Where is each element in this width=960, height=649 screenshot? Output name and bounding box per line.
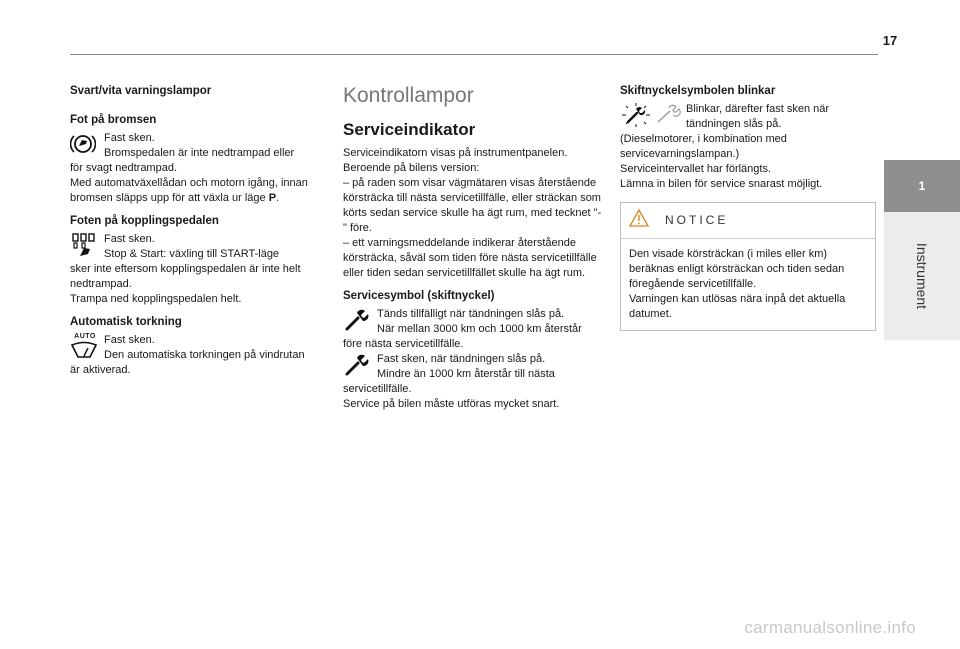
intro-2: Beroende på bilens version: [343,162,480,174]
watermark: carmanualsonline.info [744,618,916,637]
notice-label: NOTICE [665,213,729,227]
gear-p: P [268,192,277,204]
chapter-tab-label[interactable] [884,212,960,340]
wrench-icon [343,307,377,333]
clutch-warning [70,214,328,307]
auto-wiper-icon [70,333,104,359]
flash-line-1: Blinkar, därefter fast sken när [686,103,830,115]
brake-text-a: för svagt nedtrampad. [70,162,178,174]
flash-text-c: Lämna in bilen för service snarast möjligt. [620,178,823,190]
intro-1: Serviceindikatorn visas på instrumentpanelen. [343,147,568,159]
notice-text-2: Varningen kan utlösas nära inpå det aktuella datumet. [629,293,846,320]
wrench1-text: före nästa servicetillfälle. [343,338,464,350]
section-heading: Svart/vita varningslampor [70,85,212,97]
flashing-wrench-title: Skiftnyckelsymbolen blinkar [620,85,776,97]
wiper-line-2: Den automatiska torkningen på vindrutan [104,349,305,361]
list-item: – på raden som visar vägmätaren visas återstående körsträcka till nästa servicetillfälle, eller sträckan som körts sedan service skulle ha ägt rum, med tecknet "-" före. [343,177,602,234]
brake-line-2: Bromspedalen är inte nedtrampad eller [104,147,295,159]
chapter-title: Kontrollampor [343,84,474,107]
wrench1-line-2: När mellan 3000 km och 1000 km återstår [377,323,582,335]
brake-text-b-main: Med automatväxellådan och motorn igång, innan bromsen släpps upp för att växla ur läge [70,177,308,204]
header-rule [70,54,878,55]
wiper-text: är aktiverad. [70,364,131,376]
column-left [70,84,328,386]
brake-warning [70,113,328,206]
auto-wiper [70,315,328,378]
brake-dot: . [276,192,280,204]
chapter-label: Instrument [914,242,930,310]
list-item: – ett varningsmeddelande indikerar återstående körsträcka, såväl som tiden före nästa servicetillfälle eller tiden sedan servicetillfället skulle ha ägt rum. [343,237,597,279]
section-title: Serviceindikator [343,120,476,139]
clutch-title: Foten på kopplingspedalen [70,215,219,227]
warning-triangle-icon [629,209,649,232]
chapter-tab-number[interactable]: 1 [884,160,960,212]
wiper-title: Automatisk torkning [70,316,182,328]
auto-text: AUTO [74,333,96,340]
brake-line-1: Fast sken. [104,132,155,144]
wrench2-text-b: Service på bilen måste utföras mycket snart. [343,398,560,410]
wrench-title: Servicesymbol (skiftnyckel) [343,290,495,302]
clutch-line-2: Stop & Start: växling till START-läge [104,248,280,260]
wrench1-line-1: Tänds tillfälligt när tändningen slås på. [377,308,565,320]
flashing-wrench-icon [620,102,686,128]
page-number: 17 [882,33,898,48]
flash-line-2: tändningen slås på. [686,118,782,130]
wrench2-line-2: Mindre än 1000 km återstår till nästa [377,368,555,380]
column-right [620,84,876,331]
wrench-icon [343,352,377,378]
flash-text-b: Serviceintervallet har förlängts. [620,163,772,175]
clutch-text-b: Trampa ned kopplingspedalen helt. [70,293,242,305]
notice-text-1: Den visade körsträckan (i miles eller km) beräknas enligt körsträckan och tiden sedan föregående servicetillfälle. [629,248,845,290]
column-middle [343,84,603,412]
brake-text-b [70,176,328,206]
clutch-text-a: sker inte eftersom kopplingspedalen är inte helt nedtrampad. [70,263,301,290]
wiper-line-1: Fast sken. [104,334,155,346]
notice-box [620,202,876,331]
clutch-line-1: Fast sken. [104,233,155,245]
brake-title: Fot på bromsen [70,114,157,126]
flash-text-a: (Dieselmotorer, i kombination med servicevarningslampan.) [620,133,787,160]
wrench2-text-a: servicetillfälle. [343,383,412,395]
clutch-foot-icon [70,232,104,260]
brake-foot-icon [70,131,104,157]
wrench2-line-1: Fast sken, när tändningen slås på. [377,353,546,365]
